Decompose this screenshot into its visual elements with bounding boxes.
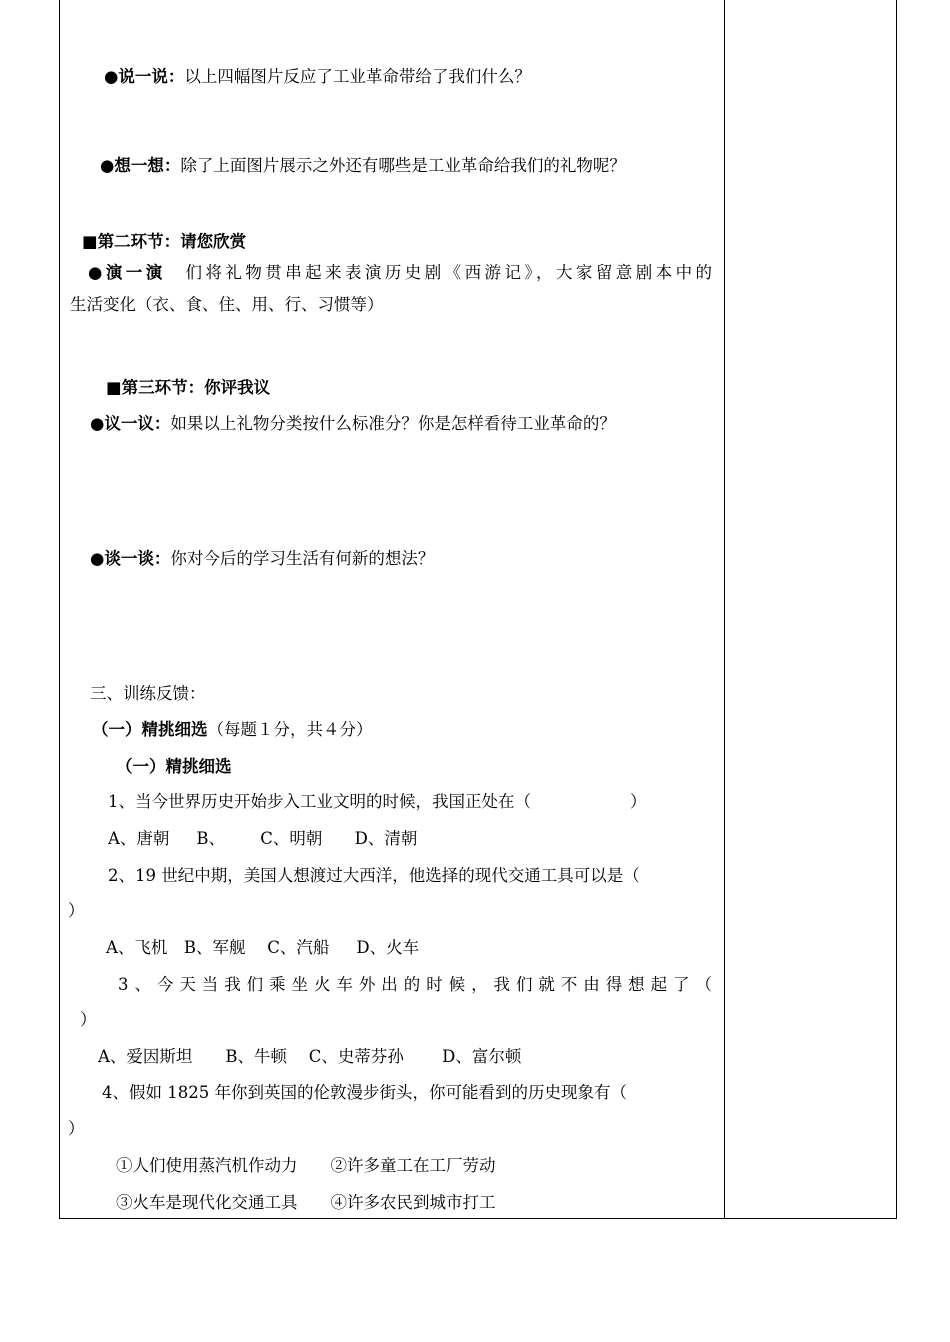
sub1-repeat: （一）精挑细选 bbox=[116, 757, 232, 776]
q4-close: ） bbox=[68, 1119, 85, 1138]
q1-stem: 1、当今世界历史开始步入工业文明的时候，我国正处在（ ） bbox=[108, 792, 647, 811]
section-head: ●说一说： bbox=[104, 67, 185, 86]
q2-close: ） bbox=[68, 901, 85, 920]
q2-stem: 2、19 世纪中期，美国人想渡过大西洋，他选择的现代交通工具可以是（ bbox=[108, 866, 640, 885]
section-text: 除了上面图片展示之外还有哪些是工业革命给我们的礼物呢？ bbox=[180, 156, 626, 175]
q4-option-row2: ③火车是现代化交通工具 ④许多农民到城市打工 bbox=[116, 1193, 496, 1212]
section-tan bbox=[90, 548, 434, 570]
section-text: 们将礼物贯串起来表演历史剧《西游记》，大家留意剧本中的 bbox=[165, 263, 712, 282]
section-text: 如果以上礼物分类按什么标准分？你是怎样看待工业革命的？ bbox=[170, 414, 616, 433]
section-yan-cont: 生活变化（衣、食、住、用、行、习惯等） bbox=[70, 295, 384, 314]
q4-stem: 4、假如 1825 年你到英国的伦敦漫步街头，你可能看到的历史现象有（ bbox=[102, 1083, 627, 1102]
feedback-title: 三、训练反馈： bbox=[90, 684, 206, 703]
q3-stem: 3、今天当我们乘坐火车外出的时候，我们就不由得想起了（ bbox=[118, 975, 712, 994]
column-divider bbox=[724, 0, 725, 1219]
q3-options: A、爱因斯坦 B、牛顿 C、史蒂芬孙 D、富尔顿 bbox=[98, 1047, 522, 1066]
q3-close: ） bbox=[80, 1010, 97, 1029]
step2-title: ■第二环节：请您欣赏 bbox=[82, 232, 247, 251]
q2-options: A、飞机 B、军舰 C、汽船 D、火车 bbox=[106, 938, 420, 957]
sub1-heading bbox=[92, 719, 373, 741]
sub1-head: （一）精挑细选 bbox=[92, 720, 208, 739]
q3-stem-wrap bbox=[70, 974, 712, 996]
section-xiang bbox=[100, 155, 626, 177]
table-frame bbox=[59, 0, 897, 1219]
section-head: ●演一演 bbox=[88, 263, 166, 282]
section-head: ●议一议： bbox=[90, 414, 171, 433]
section-yi bbox=[90, 413, 616, 435]
section-head: ●谈一谈： bbox=[90, 549, 171, 568]
section-yan bbox=[70, 262, 712, 284]
q4-option-row1: ①人们使用蒸汽机作动力 ②许多童工在工厂劳动 bbox=[116, 1156, 496, 1175]
section-text: 以上四幅图片反应了工业革命带给了我们什么？ bbox=[184, 67, 531, 86]
section-text: 你对今后的学习生活有何新的想法？ bbox=[170, 549, 435, 568]
section-head: ●想一想： bbox=[100, 156, 181, 175]
step3-title: ■第三环节：你评我议 bbox=[106, 378, 271, 397]
q1-options: A、唐朝 B、 C、明朝 D、清朝 bbox=[108, 829, 418, 848]
sub1-note: （每题１分，共４分） bbox=[207, 720, 373, 739]
section-shuo bbox=[104, 66, 531, 88]
